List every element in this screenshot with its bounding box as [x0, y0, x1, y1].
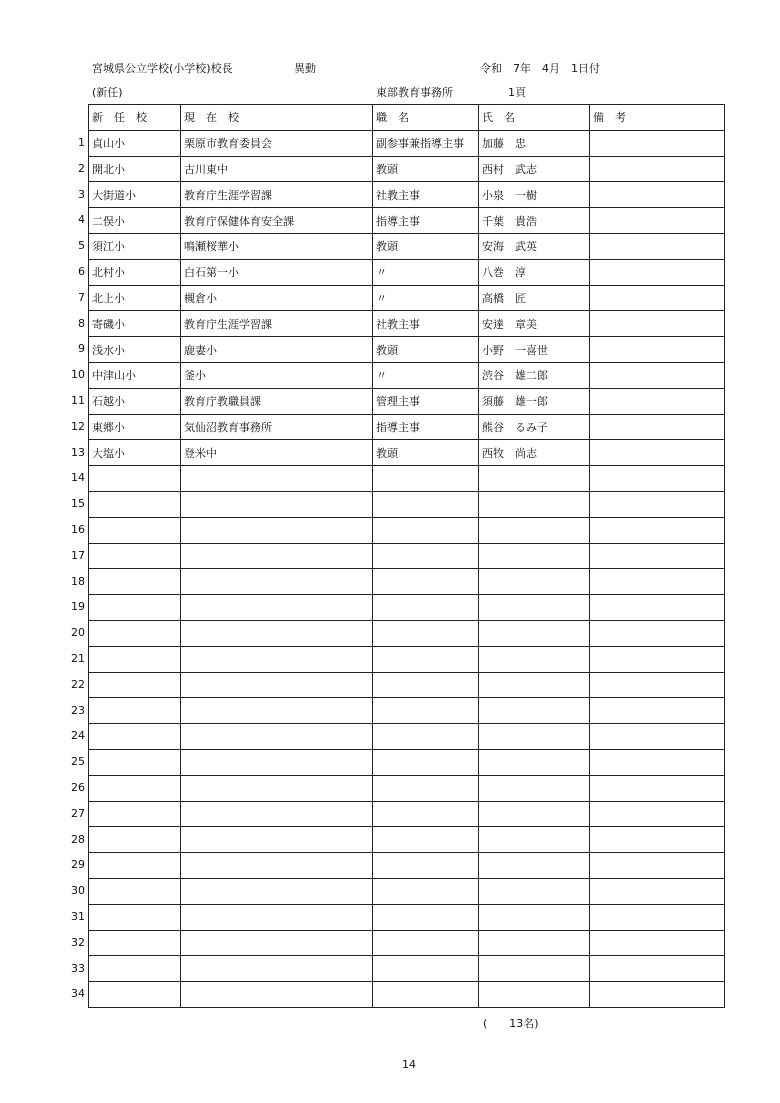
row-number: 18	[71, 574, 85, 588]
row-number: 29	[71, 858, 85, 872]
row-number: 20	[71, 626, 85, 640]
position-cell: 社教主事	[373, 182, 479, 208]
table-row	[89, 285, 725, 311]
name-cell	[479, 775, 590, 801]
new-school-cell	[89, 724, 181, 750]
row-number: 27	[71, 806, 85, 820]
remarks-cell	[590, 337, 725, 363]
position-cell	[373, 749, 479, 775]
name-cell	[479, 646, 590, 672]
name-cell: 熊谷 るみ子	[479, 414, 590, 440]
position-cell	[373, 620, 479, 646]
row-number: 9	[78, 342, 85, 356]
table-row	[89, 672, 725, 698]
remarks-cell	[590, 646, 725, 672]
current-post-cell: 釜小	[181, 362, 373, 388]
current-post-cell: 教育庁教職員課	[181, 388, 373, 414]
current-post-cell: 槻倉小	[181, 285, 373, 311]
current-post-cell	[181, 543, 373, 569]
new-school-cell	[89, 827, 181, 853]
name-cell: 千葉 貴浩	[479, 208, 590, 234]
name-cell: 小泉 一樹	[479, 182, 590, 208]
current-post-cell: 気仙沼教育事務所	[181, 414, 373, 440]
current-post-cell: 鹿妻小	[181, 337, 373, 363]
remarks-cell	[590, 491, 725, 517]
current-post-cell: 登米中	[181, 440, 373, 466]
remarks-cell	[590, 827, 725, 853]
new-school-cell: 須江小	[89, 233, 181, 259]
table-row	[89, 878, 725, 904]
new-school-cell	[89, 491, 181, 517]
remarks-cell	[590, 698, 725, 724]
position-cell: 指導主事	[373, 208, 479, 234]
row-number: 31	[71, 910, 85, 923]
remarks-cell	[590, 569, 725, 595]
position-cell	[373, 543, 479, 569]
new-school-cell: 石越小	[89, 388, 181, 414]
position-cell: 管理主事	[373, 388, 479, 414]
position-cell	[373, 595, 479, 621]
current-post-cell	[181, 904, 373, 930]
row-number: 6	[78, 265, 85, 278]
remarks-cell	[590, 904, 725, 930]
new-school-cell: 開北小	[89, 156, 181, 182]
row-number: 14	[71, 471, 85, 485]
current-post-cell	[181, 853, 373, 879]
remarks-cell	[590, 259, 725, 285]
table-row	[89, 620, 725, 646]
position-cell: 社教主事	[373, 311, 479, 337]
name-cell	[479, 466, 590, 492]
new-school-cell: 浅水小	[89, 337, 181, 363]
position-cell: 教頭	[373, 337, 479, 363]
row-number: 13	[71, 445, 85, 459]
name-cell: 加藤 忠	[479, 130, 590, 156]
row-number: 33	[71, 961, 85, 975]
document-title: 宮城県公立学校(小学校)校長	[92, 62, 233, 75]
new-school-cell: 大塩小	[89, 440, 181, 466]
remarks-cell	[590, 956, 725, 982]
page-label: 1頁	[508, 86, 526, 99]
new-school-cell	[89, 904, 181, 930]
name-cell: 西村 武志	[479, 156, 590, 182]
remarks-cell	[590, 388, 725, 414]
current-post-cell	[181, 517, 373, 543]
position-cell	[373, 801, 479, 827]
position-cell: 〃	[373, 285, 479, 311]
position-cell: 教頭	[373, 440, 479, 466]
category-label: 異動	[294, 62, 316, 75]
name-cell	[479, 853, 590, 879]
new-school-cell	[89, 517, 181, 543]
table-row	[89, 853, 725, 879]
position-cell	[373, 672, 479, 698]
remarks-cell	[590, 930, 725, 956]
name-cell	[479, 982, 590, 1008]
new-school-cell: 中津山小	[89, 362, 181, 388]
name-cell: 須藤 雄一郎	[479, 388, 590, 414]
new-school-cell	[89, 878, 181, 904]
remarks-cell	[590, 595, 725, 621]
remarks-cell	[590, 414, 725, 440]
remarks-cell	[590, 775, 725, 801]
personnel-table	[88, 104, 725, 1008]
total-count: ( 13名)	[483, 1017, 539, 1030]
remarks-cell	[590, 466, 725, 492]
remarks-cell	[590, 517, 725, 543]
table-row	[89, 724, 725, 750]
current-post-cell	[181, 801, 373, 827]
position-cell: 指導主事	[373, 414, 479, 440]
effective-date: 令和 7年 4月 1日付	[480, 62, 600, 75]
new-school-cell	[89, 982, 181, 1008]
table-row	[89, 801, 725, 827]
new-school-cell	[89, 466, 181, 492]
row-number: 2	[78, 161, 85, 175]
row-number: 34	[71, 987, 85, 1001]
position-cell: 副参事兼指導主事	[373, 130, 479, 156]
new-school-cell	[89, 775, 181, 801]
current-post-cell	[181, 466, 373, 492]
table-row	[89, 130, 725, 156]
name-cell	[479, 543, 590, 569]
remarks-cell	[590, 208, 725, 234]
name-cell	[479, 698, 590, 724]
table-row	[89, 827, 725, 853]
table-header-row	[89, 105, 725, 131]
row-number: 28	[71, 832, 85, 846]
table-row	[89, 749, 725, 775]
remarks-cell	[590, 311, 725, 337]
remarks-cell	[590, 233, 725, 259]
row-number: 17	[71, 548, 85, 562]
position-cell	[373, 775, 479, 801]
remarks-cell	[590, 362, 725, 388]
remarks-cell	[590, 724, 725, 750]
position-cell	[373, 646, 479, 672]
row-number: 7	[78, 290, 85, 304]
name-cell	[479, 904, 590, 930]
header-new-school: 新 任 校	[89, 105, 181, 131]
current-post-cell: 古川東中	[181, 156, 373, 182]
position-cell	[373, 517, 479, 543]
position-cell	[373, 827, 479, 853]
current-post-cell	[181, 982, 373, 1008]
table-row	[89, 466, 725, 492]
new-school-cell	[89, 853, 181, 879]
name-cell	[479, 620, 590, 646]
row-number: 21	[71, 652, 85, 665]
table-row	[89, 414, 725, 440]
row-number: 12	[71, 419, 85, 433]
table-row	[89, 440, 725, 466]
current-post-cell	[181, 569, 373, 595]
name-cell	[479, 517, 590, 543]
position-cell	[373, 853, 479, 879]
new-school-cell	[89, 749, 181, 775]
table-row	[89, 569, 725, 595]
current-post-cell	[181, 956, 373, 982]
header-position: 職 名	[373, 105, 479, 131]
new-school-cell: 寄磯小	[89, 311, 181, 337]
name-cell	[479, 491, 590, 517]
table-row	[89, 956, 725, 982]
new-school-cell: 貞山小	[89, 130, 181, 156]
current-post-cell: 教育庁生涯学習課	[181, 182, 373, 208]
position-cell	[373, 724, 479, 750]
current-post-cell	[181, 724, 373, 750]
row-number: 10	[71, 368, 85, 382]
name-cell: 小野 一喜世	[479, 337, 590, 363]
current-post-cell	[181, 827, 373, 853]
current-post-cell	[181, 672, 373, 698]
current-post-cell	[181, 620, 373, 646]
position-cell	[373, 491, 479, 517]
table-row	[89, 208, 725, 234]
remarks-cell	[590, 440, 725, 466]
position-cell	[373, 569, 479, 595]
position-cell	[373, 466, 479, 492]
new-school-cell	[89, 620, 181, 646]
name-cell	[479, 672, 590, 698]
name-cell: 西牧 尚志	[479, 440, 590, 466]
new-school-cell: 北上小	[89, 285, 181, 311]
new-school-cell	[89, 698, 181, 724]
table-row	[89, 543, 725, 569]
row-number: 15	[71, 497, 85, 511]
table-row	[89, 156, 725, 182]
header-remarks: 備 考	[590, 105, 725, 131]
position-cell: 教頭	[373, 233, 479, 259]
row-number: 11	[71, 394, 85, 407]
name-cell	[479, 956, 590, 982]
current-post-cell: 教育庁生涯学習課	[181, 311, 373, 337]
remarks-cell	[590, 130, 725, 156]
position-cell: 教頭	[373, 156, 479, 182]
name-cell: 高橋 匠	[479, 285, 590, 311]
current-post-cell: 鳴瀬桜華小	[181, 233, 373, 259]
page-number: 14	[402, 1058, 416, 1071]
name-cell: 渋谷 雄二郎	[479, 362, 590, 388]
row-number: 1	[78, 136, 85, 149]
new-school-cell	[89, 801, 181, 827]
current-post-cell: 教育庁保健体育安全課	[181, 208, 373, 234]
header-current-post: 現 在 校	[181, 105, 373, 131]
row-number: 3	[78, 187, 85, 201]
row-number: 26	[71, 781, 85, 794]
position-cell	[373, 904, 479, 930]
table-row	[89, 930, 725, 956]
new-school-cell	[89, 595, 181, 621]
remarks-cell	[590, 285, 725, 311]
table-row	[89, 982, 725, 1008]
new-school-cell	[89, 646, 181, 672]
table-row	[89, 904, 725, 930]
new-school-cell: 大街道小	[89, 182, 181, 208]
remarks-cell	[590, 982, 725, 1008]
row-number: 23	[71, 703, 85, 717]
table-row	[89, 233, 725, 259]
section-label: (新任)	[92, 86, 123, 99]
row-number: 5	[78, 239, 85, 253]
current-post-cell	[181, 930, 373, 956]
name-cell: 安海 武英	[479, 233, 590, 259]
position-cell: 〃	[373, 259, 479, 285]
table-row	[89, 182, 725, 208]
remarks-cell	[590, 672, 725, 698]
new-school-cell: 二俣小	[89, 208, 181, 234]
current-post-cell	[181, 749, 373, 775]
row-number: 16	[71, 523, 85, 536]
new-school-cell: 北村小	[89, 259, 181, 285]
position-cell	[373, 878, 479, 904]
header-name: 氏 名	[479, 105, 590, 131]
new-school-cell	[89, 956, 181, 982]
current-post-cell	[181, 775, 373, 801]
current-post-cell	[181, 646, 373, 672]
table-row	[89, 517, 725, 543]
current-post-cell	[181, 698, 373, 724]
table-row	[89, 646, 725, 672]
table-row	[89, 775, 725, 801]
new-school-cell: 東郷小	[89, 414, 181, 440]
name-cell	[479, 801, 590, 827]
name-cell: 八巻 淳	[479, 259, 590, 285]
name-cell	[479, 724, 590, 750]
table-row	[89, 698, 725, 724]
name-cell	[479, 878, 590, 904]
remarks-cell	[590, 749, 725, 775]
remarks-cell	[590, 801, 725, 827]
name-cell	[479, 569, 590, 595]
position-cell	[373, 698, 479, 724]
row-number: 22	[71, 677, 85, 691]
table-row	[89, 491, 725, 517]
current-post-cell	[181, 595, 373, 621]
position-cell	[373, 956, 479, 982]
remarks-cell	[590, 182, 725, 208]
position-cell	[373, 930, 479, 956]
remarks-cell	[590, 543, 725, 569]
office-label: 東部教育事務所	[376, 86, 453, 99]
new-school-cell	[89, 543, 181, 569]
table-row	[89, 362, 725, 388]
position-cell	[373, 982, 479, 1008]
current-post-cell: 白石第一小	[181, 259, 373, 285]
remarks-cell	[590, 156, 725, 182]
row-number: 32	[71, 935, 85, 949]
remarks-cell	[590, 878, 725, 904]
row-number: 30	[71, 884, 85, 898]
position-cell: 〃	[373, 362, 479, 388]
current-post-cell	[181, 491, 373, 517]
remarks-cell	[590, 853, 725, 879]
name-cell: 安達 章美	[479, 311, 590, 337]
table-row	[89, 388, 725, 414]
new-school-cell	[89, 930, 181, 956]
table-row	[89, 595, 725, 621]
row-number: 19	[71, 600, 85, 614]
row-number: 24	[71, 729, 85, 743]
name-cell	[479, 827, 590, 853]
row-number: 8	[78, 316, 85, 330]
table-row	[89, 259, 725, 285]
remarks-cell	[590, 620, 725, 646]
new-school-cell	[89, 672, 181, 698]
table-row	[89, 337, 725, 363]
name-cell	[479, 595, 590, 621]
row-number: 4	[78, 213, 85, 227]
new-school-cell	[89, 569, 181, 595]
current-post-cell	[181, 878, 373, 904]
name-cell	[479, 749, 590, 775]
row-number: 25	[71, 755, 85, 769]
table-row	[89, 311, 725, 337]
current-post-cell: 栗原市教育委員会	[181, 130, 373, 156]
name-cell	[479, 930, 590, 956]
